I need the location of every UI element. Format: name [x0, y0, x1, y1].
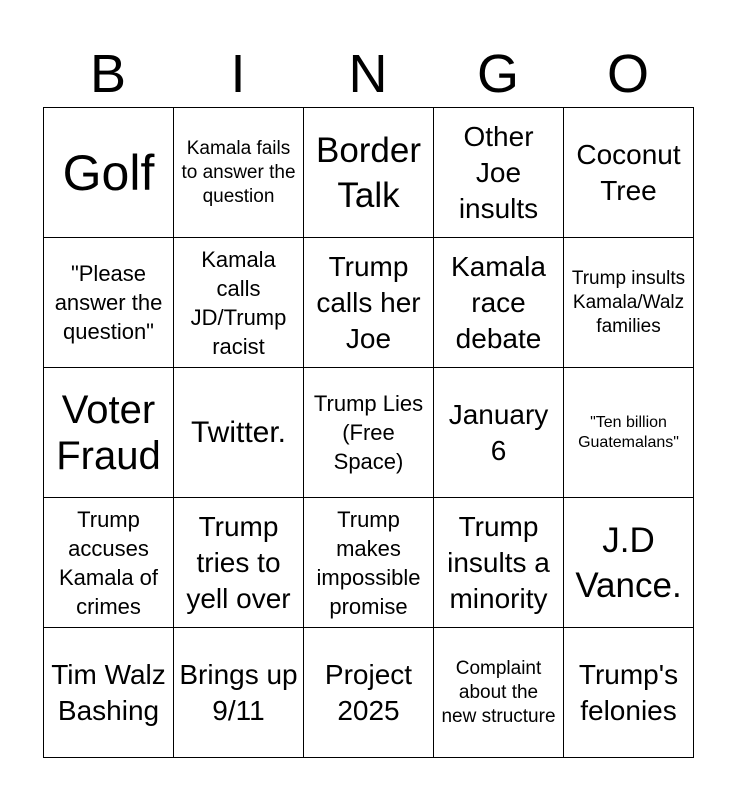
bingo-cell-r4c5[interactable] [564, 498, 694, 628]
bingo-cell-r4c2[interactable] [174, 498, 304, 628]
header-letter-i: I [230, 44, 246, 104]
bingo-cell-r2c4[interactable] [434, 238, 564, 368]
bingo-cell-r5c4[interactable] [434, 628, 564, 758]
header-letter-g: G [476, 44, 519, 104]
bingo-cell-r2c3[interactable] [304, 238, 434, 368]
bingo-cell-r5c2[interactable] [174, 628, 304, 758]
bingo-cell-r3c2[interactable] [174, 368, 304, 498]
cell-label: Trump calls her Joe [316, 250, 421, 354]
cell-label: J.D Vance. [575, 520, 682, 605]
cell-label: Brings up 9/11 [179, 658, 298, 726]
cell-label: Kamala race debate [451, 250, 546, 354]
bingo-cell-r5c5[interactable] [564, 628, 694, 758]
bingo-header [43, 40, 693, 108]
cell-label: Trump insults Kamala/Walz families [571, 267, 686, 337]
bingo-cell-r2c2[interactable] [174, 238, 304, 368]
bingo-cell-r5c3[interactable] [304, 628, 434, 758]
cell-label: January 6 [448, 398, 549, 466]
bingo-cell-r1c1[interactable] [44, 108, 174, 238]
bingo-cell-r2c5[interactable] [564, 238, 694, 368]
cell-label: Trump insults a minority [447, 510, 550, 614]
bingo-cell-r3c4[interactable] [434, 368, 564, 498]
bingo-cell-r4c1[interactable] [44, 498, 174, 628]
cell-label: Trump tries to yell over [186, 510, 291, 614]
cell-label: Trump accuses Kamala of crimes [58, 506, 159, 619]
cell-label: Voter Fraud [56, 387, 161, 478]
cell-label: Trump Lies (Free Space) [313, 391, 424, 474]
header-letter-b: B [89, 44, 127, 104]
bingo-cell-r3c5[interactable] [564, 368, 694, 498]
bingo-cell-r1c5[interactable] [564, 108, 694, 238]
header-letter-o: O [606, 44, 649, 104]
cell-label: Trump's felonies [578, 658, 679, 726]
cell-label: Twitter. [190, 415, 287, 449]
bingo-board [43, 107, 694, 758]
bingo-cell-r1c2[interactable] [174, 108, 304, 238]
bingo-cell-r3c3[interactable] [304, 368, 434, 498]
header-letter-n: N [348, 44, 388, 104]
bingo-cell-r1c3[interactable] [304, 108, 434, 238]
cell-label: Other Joe insults [458, 120, 539, 224]
cell-label: Golf [62, 144, 155, 201]
bingo-cell-r2c1[interactable] [44, 238, 174, 368]
cell-label: Trump makes impossible promise [316, 506, 421, 619]
bingo-cell-r4c3[interactable] [304, 498, 434, 628]
cell-label: Kamala calls JD/Trump racist [190, 246, 287, 359]
cell-label: "Please answer the question" [54, 261, 163, 344]
cell-label: Project 2025 [324, 658, 413, 726]
bingo-cell-r5c1[interactable] [44, 628, 174, 758]
cell-label: Coconut Tree [576, 138, 681, 206]
cell-label: Border Talk [315, 130, 422, 215]
bingo-cell-r1c4[interactable] [434, 108, 564, 238]
cell-label: Tim Walz Bashing [51, 658, 166, 726]
bingo-cell-r4c4[interactable] [434, 498, 564, 628]
cell-label: Kamala fails to answer the question [181, 137, 296, 207]
cell-label: Complaint about the new structure [441, 657, 556, 727]
bingo-cell-r3c1[interactable] [44, 368, 174, 498]
cell-label: "Ten billion Guatemalans" [578, 413, 679, 451]
